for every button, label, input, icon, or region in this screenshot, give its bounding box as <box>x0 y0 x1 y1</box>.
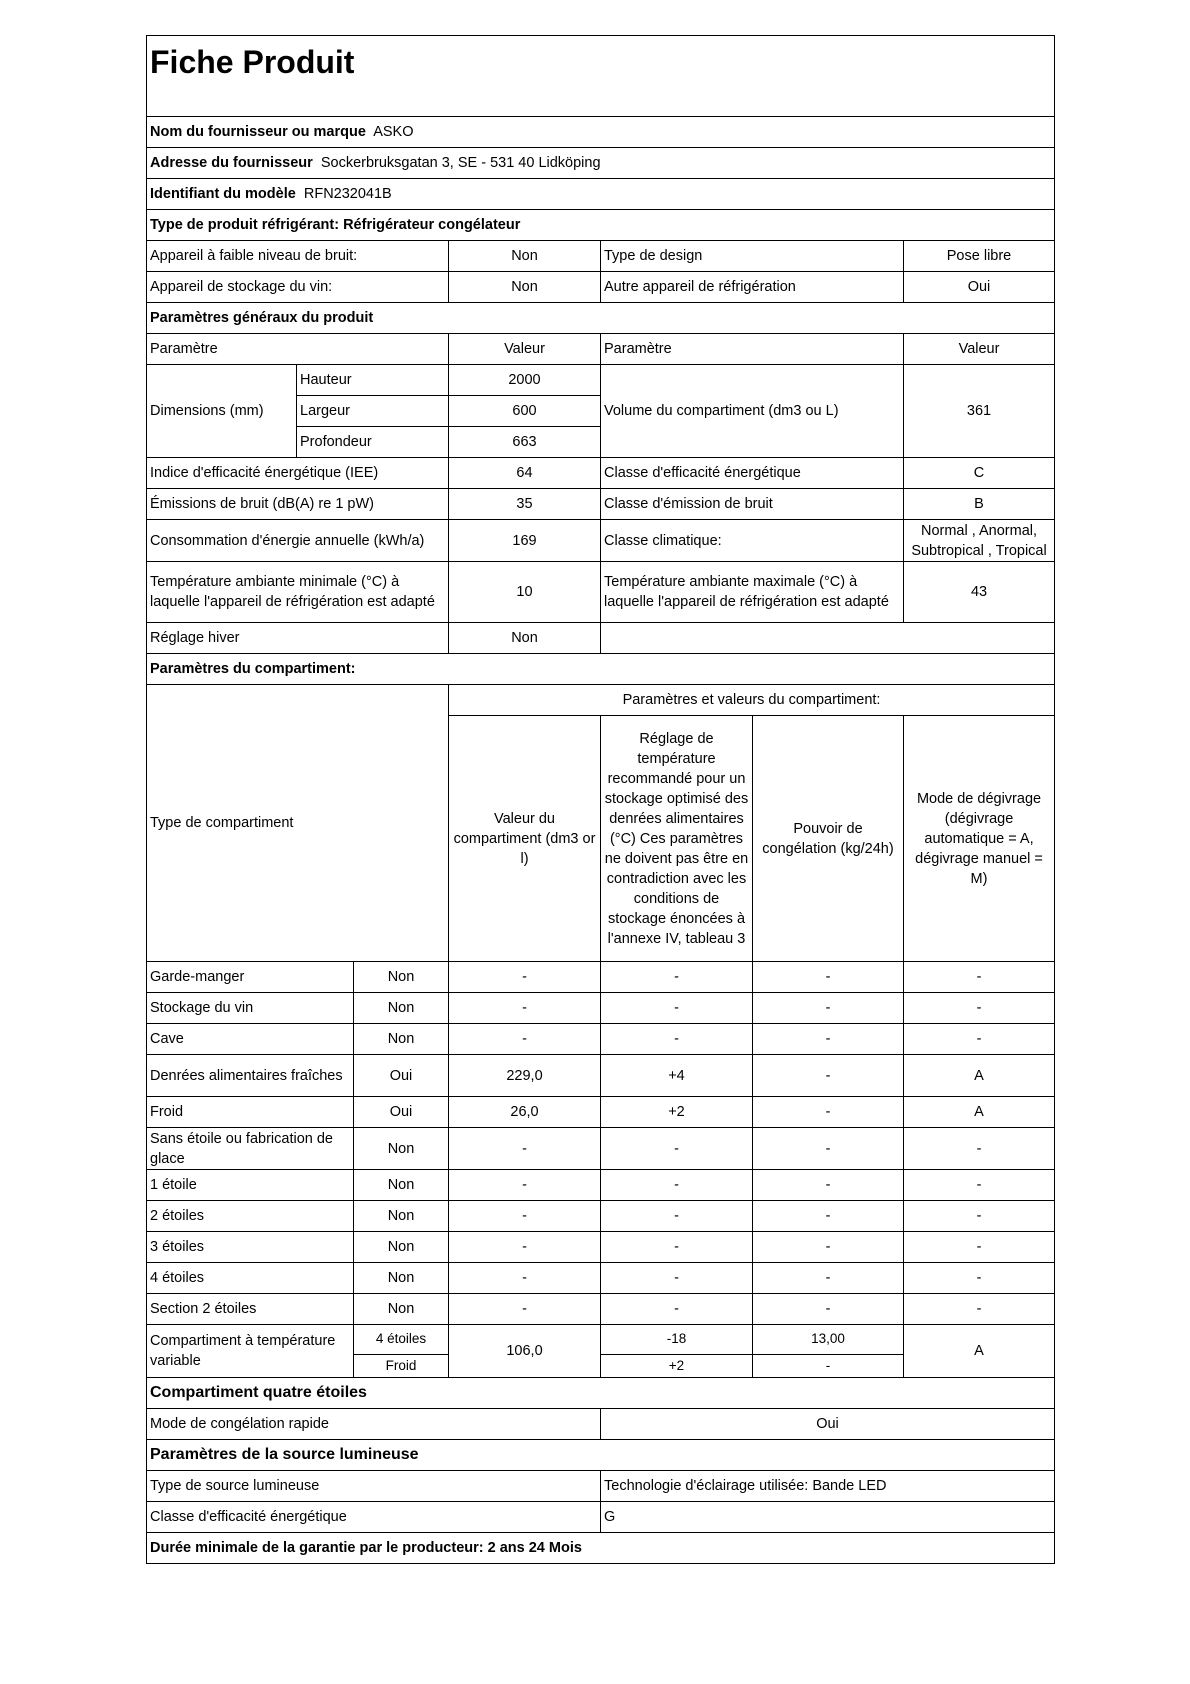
general-heading: Paramètres généraux du produit <box>147 303 1055 334</box>
compartment-name: Denrées alimentaires fraîches <box>147 1055 354 1097</box>
fast-freeze-value: Oui <box>601 1409 1055 1440</box>
compartment-present: Non <box>354 1294 449 1325</box>
compartment-name: Section 2 étoiles <box>147 1294 354 1325</box>
compartment-freezing: - <box>753 1128 904 1170</box>
variable-freezing-1: 13,00 <box>753 1325 904 1355</box>
design-value: Pose libre <box>904 241 1055 272</box>
product-sheet-table <box>146 35 1055 1564</box>
four-star-heading: Compartiment quatre étoiles <box>147 1378 1055 1409</box>
compartment-name: 3 étoiles <box>147 1232 354 1263</box>
compartment-temp: - <box>601 1201 753 1232</box>
energy-class-value: C <box>904 458 1055 489</box>
param-header-right: Paramètre <box>601 334 904 365</box>
other-value: Oui <box>904 272 1055 303</box>
low-noise-value: Non <box>449 241 601 272</box>
max-temp-label: Température ambiante maximale (°C) à laquelle l'appareil de réfrigération est adapté <box>601 562 904 623</box>
compartment-volume: - <box>449 1128 601 1170</box>
iee-label: Indice d'efficacité énergétique (IEE) <box>147 458 449 489</box>
value-header-right: Valeur <box>904 334 1055 365</box>
climate-value-line-2: Subtropical , Tropical <box>911 542 1047 559</box>
volume-label: Volume du compartiment (dm3 ou L) <box>601 365 904 458</box>
table-row <box>147 1097 1055 1128</box>
compartment-defrost: - <box>904 1128 1055 1170</box>
compartment-temp: - <box>601 962 753 993</box>
supplier-label: Nom du fournisseur ou marque <box>150 124 366 140</box>
compartment-present: Non <box>354 993 449 1024</box>
address-label: Adresse du fournisseur <box>150 155 313 171</box>
compartment-freezing: - <box>753 1024 904 1055</box>
compartment-name: Stockage du vin <box>147 993 354 1024</box>
table-row <box>147 1201 1055 1232</box>
compartment-temp: - <box>601 1128 753 1170</box>
energy-class-label: Classe d'efficacité énergétique <box>601 458 904 489</box>
compartment-volume: - <box>449 1201 601 1232</box>
max-temp-value: 43 <box>904 562 1055 623</box>
compartment-defrost: - <box>904 1024 1055 1055</box>
height-label: Hauteur <box>297 365 449 396</box>
compartment-volume: 26,0 <box>449 1097 601 1128</box>
compartment-freezing: - <box>753 1294 904 1325</box>
table-row <box>147 1294 1055 1325</box>
compartment-defrost: - <box>904 1232 1055 1263</box>
page-title: Fiche Produit <box>147 36 1055 117</box>
table-row <box>147 962 1055 993</box>
model-label: Identifiant du modèle <box>150 186 296 202</box>
compartment-name: Garde-manger <box>147 962 354 993</box>
compartment-present: Oui <box>354 1055 449 1097</box>
noise-class-value: B <box>904 489 1055 520</box>
compartment-defrost: A <box>904 1055 1055 1097</box>
compartment-volume: - <box>449 1024 601 1055</box>
model-value: RFN232041B <box>303 186 392 202</box>
other-label: Autre appareil de réfrigération <box>601 272 904 303</box>
light-type-label: Type de source lumineuse <box>147 1471 601 1502</box>
compartment-temp: +2 <box>601 1097 753 1128</box>
compartment-temp: - <box>601 993 753 1024</box>
compartment-present: Oui <box>354 1097 449 1128</box>
table-row <box>147 1232 1055 1263</box>
variable-mode-1: 4 étoiles <box>354 1325 449 1355</box>
compartment-defrost: - <box>904 1201 1055 1232</box>
compartment-present: Non <box>354 1024 449 1055</box>
variable-temp-1: -18 <box>601 1325 753 1355</box>
depth-label: Profondeur <box>297 427 449 458</box>
volume-value: 361 <box>904 365 1055 458</box>
width-label: Largeur <box>297 396 449 427</box>
compartment-name: Sans étoile ou fabrication de glace <box>147 1128 354 1170</box>
compartment-freezing: - <box>753 1170 904 1201</box>
compartment-name: 2 étoiles <box>147 1201 354 1232</box>
compartment-present: Non <box>354 1128 449 1170</box>
iee-value: 64 <box>449 458 601 489</box>
compartments-heading: Paramètres du compartiment: <box>147 654 1055 685</box>
table-row <box>147 1263 1055 1294</box>
min-temp-value: 10 <box>449 562 601 623</box>
compartment-group-header: Paramètres et valeurs du compartiment: <box>449 685 1055 716</box>
depth-value: 663 <box>449 427 601 458</box>
variable-mode-2: Froid <box>354 1355 449 1378</box>
compartment-type-header: Type de compartiment <box>147 685 449 962</box>
product-type: Type de produit réfrigérant: Réfrigérateur congélateur <box>147 210 1055 241</box>
compartment-temp: - <box>601 1024 753 1055</box>
supplier-value: ASKO <box>373 124 414 140</box>
compartment-present: Non <box>354 1232 449 1263</box>
winter-empty-cell <box>601 623 1055 654</box>
compartment-freezing: - <box>753 1263 904 1294</box>
address-row <box>147 148 1055 179</box>
width-value: 600 <box>449 396 601 427</box>
height-value: 2000 <box>449 365 601 396</box>
variable-volume: 106,0 <box>449 1325 601 1378</box>
warranty: Durée minimale de la garantie par le producteur: 2 ans 24 Mois <box>147 1533 1055 1564</box>
compartment-freezing: - <box>753 993 904 1024</box>
wine-label: Appareil de stockage du vin: <box>147 272 449 303</box>
design-label: Type de design <box>601 241 904 272</box>
table-row <box>147 1170 1055 1201</box>
compartment-freezing: - <box>753 1201 904 1232</box>
compartment-defrost: - <box>904 1263 1055 1294</box>
variable-temp-2: +2 <box>601 1355 753 1378</box>
compartment-volume: - <box>449 1263 601 1294</box>
table-row <box>147 1024 1055 1055</box>
compartment-volume: - <box>449 1170 601 1201</box>
compartment-name: Froid <box>147 1097 354 1128</box>
wine-value: Non <box>449 272 601 303</box>
min-temp-label: Température ambiante minimale (°C) à laquelle l'appareil de réfrigération est adapté <box>147 562 449 623</box>
compartment-freezing: - <box>753 1097 904 1128</box>
low-noise-label: Appareil à faible niveau de bruit: <box>147 241 449 272</box>
compartment-present: Non <box>354 1170 449 1201</box>
light-heading: Paramètres de la source lumineuse <box>147 1440 1055 1471</box>
compartment-defrost: - <box>904 993 1055 1024</box>
compartment-defrost: - <box>904 1294 1055 1325</box>
compartment-name: 4 étoiles <box>147 1263 354 1294</box>
winter-value: Non <box>449 623 601 654</box>
compartment-volume: 229,0 <box>449 1055 601 1097</box>
compartment-volume: - <box>449 1232 601 1263</box>
light-type-value: Technologie d'éclairage utilisée: Bande LED <box>601 1471 1055 1502</box>
compartment-volume: - <box>449 962 601 993</box>
model-row <box>147 179 1055 210</box>
temperature-header: Réglage de température recommandé pour un stockage optimisé des denrées alimentaires (°C) Ces paramètres ne doivent pas être en contradiction avec les conditions de stockage énoncées à l'annexe IV, tableau 3 <box>601 716 753 962</box>
climate-label: Classe climatique: <box>601 520 904 562</box>
address-value: Sockerbruksgatan 3, SE - 531 40 Lidköping <box>320 155 601 171</box>
light-class-value: G <box>601 1502 1055 1533</box>
table-row <box>147 1128 1055 1170</box>
compartment-temp: - <box>601 1294 753 1325</box>
variable-compartment-row <box>147 1325 1055 1355</box>
compartment-present: Non <box>354 1201 449 1232</box>
consumption-label: Consommation d'énergie annuelle (kWh/a) <box>147 520 449 562</box>
compartment-freezing: - <box>753 1055 904 1097</box>
volume-header: Valeur du compartiment (dm3 or l) <box>449 716 601 962</box>
freezing-header: Pouvoir de congélation (kg/24h) <box>753 716 904 962</box>
variable-defrost: A <box>904 1325 1055 1378</box>
compartment-temp: - <box>601 1263 753 1294</box>
param-header-left: Paramètre <box>147 334 449 365</box>
table-row <box>147 993 1055 1024</box>
supplier-row <box>147 117 1055 148</box>
compartment-temp: - <box>601 1232 753 1263</box>
value-header-left: Valeur <box>449 334 601 365</box>
consumption-value: 169 <box>449 520 601 562</box>
compartment-present: Non <box>354 962 449 993</box>
table-row <box>147 1055 1055 1097</box>
variable-compartment-name: Compartiment à température variable <box>147 1325 354 1378</box>
noise-value: 35 <box>449 489 601 520</box>
climate-value <box>904 520 1055 562</box>
compartment-temp: +4 <box>601 1055 753 1097</box>
variable-freezing-2: - <box>753 1355 904 1378</box>
dimensions-label: Dimensions (mm) <box>147 365 297 458</box>
noise-label: Émissions de bruit (dB(A) re 1 pW) <box>147 489 449 520</box>
compartment-defrost: - <box>904 1170 1055 1201</box>
compartment-volume: - <box>449 993 601 1024</box>
compartment-name: 1 étoile <box>147 1170 354 1201</box>
defrost-header: Mode de dégivrage (dégivrage automatique = A, dégivrage manuel = M) <box>904 716 1055 962</box>
compartment-freezing: - <box>753 962 904 993</box>
light-class-label: Classe d'efficacité énergétique <box>147 1502 601 1533</box>
winter-label: Réglage hiver <box>147 623 449 654</box>
compartment-defrost: - <box>904 962 1055 993</box>
compartment-present: Non <box>354 1263 449 1294</box>
climate-value-line-1: Normal , Anormal, <box>920 522 1038 539</box>
compartment-volume: - <box>449 1294 601 1325</box>
compartment-name: Cave <box>147 1024 354 1055</box>
compartment-freezing: - <box>753 1232 904 1263</box>
compartment-temp: - <box>601 1170 753 1201</box>
compartment-defrost: A <box>904 1097 1055 1128</box>
fast-freeze-label: Mode de congélation rapide <box>147 1409 601 1440</box>
noise-class-label: Classe d'émission de bruit <box>601 489 904 520</box>
